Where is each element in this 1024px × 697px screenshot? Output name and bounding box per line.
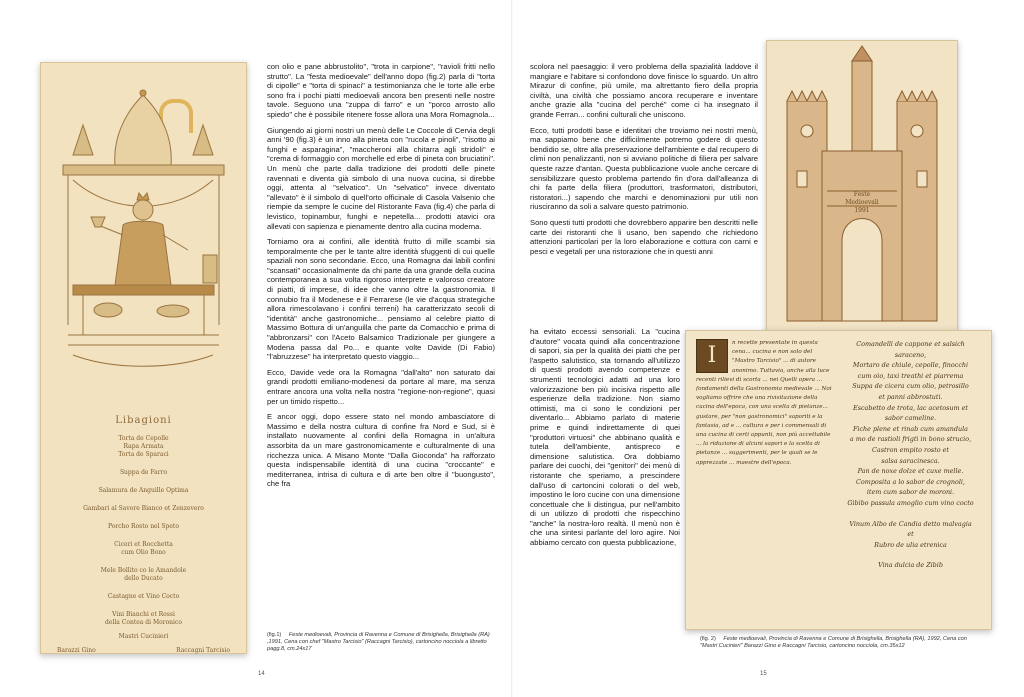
left-text-column bbox=[267, 62, 495, 495]
menu-items bbox=[41, 435, 246, 637]
manuscript-line: et bbox=[907, 530, 914, 539]
menu-card-image bbox=[40, 62, 247, 654]
manuscript-line: Suppa de cicera cum olio, petrosillo bbox=[852, 382, 969, 391]
paragraph: Ecco, tutti prodotti base e identitari che troviamo nei nostri menù, ma sappiamo bene che difficilmente potremo godere di questo bendidio se, oltre alla preservazione dell'ambiente e dal recupero di climi non penalizzanti, non si avviano politiche di filiera per salvare queste razze d'antan. Questa pubblicazione vuole anche cercare di sensibilizzare questo problema partendo fin d'ora dall'alleanza di chi fa parte della filiera (produttori, trasformatori, distributori, ristoratori...) sapendo che marchi e denominazioni pur utili non riusciranno da soli a salvare questo patrimonio. bbox=[530, 125, 758, 212]
manuscript-line: a mo de rastioli frigti in bono strucio, bbox=[849, 435, 972, 444]
menu-item: Porcho Rosto nel Speto bbox=[108, 523, 179, 530]
manuscript-line: Escabetto de trota, lac acetosum et bbox=[853, 403, 968, 412]
manuscript-line: saraceno, bbox=[894, 350, 927, 359]
figure-caption-2 bbox=[700, 636, 985, 650]
caption-number: (fig.1) bbox=[267, 632, 282, 638]
menu-item: Suppa de Farro bbox=[119, 469, 168, 476]
manuscript-line: Mortaro de chiule, cepolle, finocchi bbox=[852, 361, 969, 370]
right-text-column bbox=[530, 62, 758, 262]
paragraph: con olio e pane abbrustolito", "trota in carpione", "ravioli fritti nello strutto". La "festa medioevale" dell'anno dopo (fig.2) parla di "torta di cipolle" e "torta di spinaci" a testimonianza che le torte alle erbe sono fra i pochi piatti medioevali ancora ben presenti nelle nostre tavole. Seguono una "zuppa di farro" e un "porco arrosto allo spiedo" che è possibile ritenere fosse allora una Mora Romagnola... bbox=[267, 62, 495, 119]
manuscript-line: item cum sabor de moroni. bbox=[866, 488, 955, 497]
paragraph: Ecco, Davide vede ora la Romagna "dall'alto" non saturato dai grandi prodotti emiliano-modenesi da portare al mare, ma senza entrare ancora una volta nella nostra "regione-non-regione", quasi per un timido rispetto... bbox=[267, 367, 495, 406]
manuscript-gap bbox=[838, 550, 983, 560]
page-number-left: 14 bbox=[258, 671, 265, 677]
paragraph: Torniamo ora ai confini, alle identità frutto di mille scambi sia temporalmente che per le tante altre identità sfuggenti di cui quelle spaziali non sono secondarie. Ecco, una Romagna dai labili confini "scansati" occasionalmente da chi parte da una grande della cucina contemporanea a sua volta rigoroso interprete e valoroso creatore di piatti, di imprese, di idee che vanno oltre la gastronomia. Il connubio fra il Modenese e il Ferrarese (le vie d'acqua strategiche allora rimescolavano i confini terreni) ha caratterizzato secoli di "identità" anche gastronomiche... pensiamo al celebre piatto di Massimo Bottura di un'anguilla che parte da Comacchio e prima di "abbronzarsi" con l'Aceto Balsamico Tradizionale per giungere a Modena passa dal Po... e quante volte Davide (Di Fabio) "l'abruzzese" ha interpretato questo viaggio... bbox=[267, 237, 495, 362]
page-number-right: 15 bbox=[760, 671, 767, 677]
manuscript-line: salsa saracinesca. bbox=[881, 456, 940, 465]
manuscript-line: Pan de noxe dolze et cuxe melle. bbox=[857, 467, 964, 476]
paragraph: Giungendo ai giorni nostri un menù delle Le Coccole di Cervia degli anni '90 (fig.3) è un inno alla pineta con "rucola e pinoli", "risotto ai funghi e asparagina", "maccheroni alla chitarra agli stridoli" e "crema di formaggio con morchelle ed erbe di pineta con bruciatini". Un menù che parte dalla tradizione dei prodotti delle pinete ravennati e diventa già simbolo di una nuova cucina, si direbbe oggi, attenta al "selvatico". Un "selvatico" invece diventato "allevato" è il simbolo di quell'orto officinale di Casola Valsenio che riempie da sempre le cucine del Ristorante Fava (fig.4) che parla di levistico, topinambur, funghi e nepetella... prodotti atavici ora allevati con sapienza e pienamente dentro alla cucina moderna. bbox=[267, 125, 495, 231]
menu-item: Gambari al Savore Bianco et Zenzevero bbox=[83, 505, 204, 512]
paragraph: Sono questi tutti prodotti che dovrebbero apparire ben descritti nelle carte dei ristoranti che li usano, ben sapendo che richiedono attenzioni particolari per la loro elaborazione e cottura con carni e pesci e vegetali per una ristorazione che in questi anni bbox=[530, 217, 758, 256]
castle-caption-text: Feste Medioevali 1991 bbox=[845, 191, 879, 214]
manuscript-line: Rubro de ulia etrenica bbox=[874, 540, 947, 549]
manuscript-line: cum oio, taxi treathi et piarrema bbox=[857, 371, 964, 380]
castle-drawing bbox=[767, 41, 957, 331]
manuscript-line: et panni abbrostuti. bbox=[878, 392, 943, 401]
menu-item: Ciceri et Rocchetta cum Olio Bono bbox=[114, 541, 173, 556]
menu-item: Torta de Cepolle Rapa Armata Torta de Sparaci bbox=[118, 435, 169, 458]
menu-title: Libagioni bbox=[115, 415, 172, 426]
manuscript-left-text bbox=[696, 339, 834, 621]
menu-item: Mele Bollito co le Amandole dello Ducato bbox=[100, 567, 187, 582]
menu-item: Salamura de Anguille Optima bbox=[98, 487, 189, 494]
menu-item: Castagne et Vino Cocto bbox=[107, 593, 180, 600]
menu-chefs bbox=[57, 647, 230, 654]
paragraph: scolora nel paesaggio: il vero problema della spazialità laddove il mangiare e l'abitare si confondono dove finisce lo sguardo. Un altro Mirazur di confine, più umile, ma altrettanto fiero della propria civiltà, una civiltà che possiamo ancora recuperare e inventare anche grazie alla "cucina del perché" come ci ha insegnato il grande Ferran... confini culturali che uniscono. bbox=[530, 62, 758, 119]
manuscript-right-menu bbox=[838, 339, 983, 621]
castle-illustration-image bbox=[766, 40, 958, 332]
manuscript-line: Composita a lo sabor de crognoli, bbox=[856, 477, 965, 486]
menu-illustration bbox=[53, 85, 234, 385]
manuscript-gap bbox=[838, 509, 983, 519]
menu-chefs-title: Mastri Cucinieri bbox=[118, 633, 169, 640]
manuscript-line: sabor cameline. bbox=[884, 414, 937, 423]
paragraph: E ancor oggi, dopo essere stato nel mondo ambasciatore di Massimo e della nostra cultura di confine fra Nord e Sud, si è installato nuovamente al confini della Romagna in un'altura assorbita da un mare gastronomicamente e culturalmente di una ricchezza unica. A Misano Monte "Dalla Gioconda" ha rafforzato questa indispensabile identità di una cucina "croccante" e mediterranea, intrisa di cultura e di arte ben oltre il "buongusto", che fra bbox=[267, 412, 495, 489]
figure-caption-1 bbox=[267, 632, 495, 653]
illuminated-initial: I bbox=[696, 339, 728, 373]
manuscript-line: Fiche plene et rinab cum amandula bbox=[852, 424, 968, 433]
caption-text: Feste medioevali, Provincia di Ravenna e Comune di Brisighella, Brisighella (RA), 1992, Cena con "Mastri Cucinieri" Barazzi Gino e Raccagni Tarcisio, cartoncino nocciola, cm.35x12 bbox=[700, 636, 967, 649]
right-narrow-column bbox=[530, 327, 680, 554]
caption-number: (fig. 2) bbox=[700, 636, 716, 642]
manuscript-line: Vinum Albo de Candia detto malvagia bbox=[849, 519, 972, 528]
caption-text: Feste medioevali, Provincia di Ravenna e Comune di Brisighella, Brisighella (RA) ,1991, Cena con chef "Mastro Tarcisio" (Raccagni Tarcisio), cartoncino nocciola a libretto pagg.8, cm.24x17 bbox=[267, 632, 490, 652]
manuscript-line: Castron empito rosto et bbox=[872, 445, 949, 454]
chef-name: Raccagni Tarcisio bbox=[176, 647, 230, 654]
manuscript-intro: n recette presentate in questa cena... cucina e non solo del "Mastro Tarcisio" ... di autore anonimo. Tuttavia, anche alla luce recenti rilievi di scorta ... nei Quelli opera ... fondamenti della Gastronomia medievale ... Noi vogliamo offrire che una rivisitazione della cucina dell'epoca, con una scelta di pietanze... gustare, per "non gastronomici" saporiti e la fantasia, ad e ... cultura e per i commensali di una cucina di certi appunti, non più accettabile ... la riduzione di alcuni sapori e la scelta di pietanze ... suggerimenti, per le quali se le apprezzate ... maestre dell'epoca. bbox=[696, 340, 832, 466]
manuscript-line: Comandelli de cappone et salsich bbox=[856, 340, 965, 348]
menu-item: Vini Bianchi et Rossi della Contea di Moronico bbox=[105, 611, 182, 626]
manuscript-line: Gibibo passula amoglio cum vino cocto bbox=[847, 498, 974, 507]
manuscript-line: Vina dulcia de Zibib bbox=[878, 561, 943, 570]
paragraph: ha evitato eccessi sensoriali. La "cucina d'autore" vocata quindi alla concentrazione di sapori, sia per la qualità dei piatti che per l'aspetto salutistico, sta tornando all'utilizzo di questi prodotti avendo competenze e strumenti tecnologici adatti ad una loro valorizzazione ben più incisiva rispetto alle esperienze della tradizione. Non siamo ottimisti, ma ci sono le condizioni per diventarlo... Abbiamo parlato di materie prime e quindi indirettamente di quei "produttori virtuosi" che abbinano qualità e tutela dell'ambiente, antispreco e dimensione salutistica. Ora dobbiamo parlare dei cuochi, dei "genitori" dei menù di ristorante che speriamo, a prescindere dall'uso di cartoncini colorati o del web, impostino le loro cucine con una dimensione concettuale che li distingua, pur nell'ambito di un utilizzo di prodotti che rispecchino "anche" la nostra-loro realtà. Il menù non è che una sintesi parlante del loro agire. Noi abbiamo cercato con questa pubblicazione, bbox=[530, 327, 680, 548]
book-gutter bbox=[511, 0, 513, 697]
chef-name: Barazzi Gino bbox=[57, 647, 96, 654]
manuscript-menu-image bbox=[685, 330, 992, 630]
